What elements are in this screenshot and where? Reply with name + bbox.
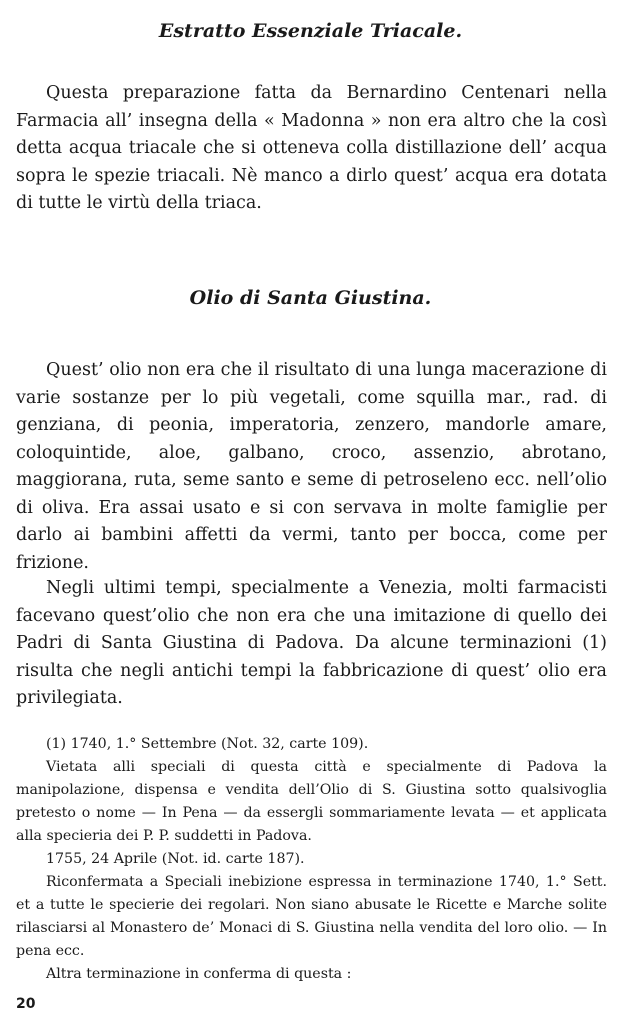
- paragraph-estratto: Questa preparazione fatta da Bernardino Centenari nella Farmacia all’ insegna della « Madonna » non era altro che la così detta acqua triacale che si otteneva colla distillazione dell’ acqua sopra le spezie triacali. Nè manco a dirlo quest’ acqua era dotata di tutte le virtù della triaca.: [16, 83, 607, 213]
- page-number: 20: [16, 996, 36, 1012]
- section-title-estratto: Estratto Essenziale Triacale.: [158, 20, 463, 42]
- footnotes: [16, 733, 607, 986]
- paragraph-olio-1: Quest’ olio non era che il risultato di una lunga macerazione di varie sostanze per lo più vegetali, come squilla mar., rad. di genziana, di peonia, imperatoria, zenzero, mandorle amare, coloquintide, aloe, galbano, croco, assenzio, abrotano, maggiorana, ruta, seme santo e seme di petroseleno ecc. nell’olio di oliva. Era assai usato e si con servava in molte famiglie per darlo ai bambini affetti da vermi, tanto per bocca, come per frizione.: [16, 360, 607, 573]
- section-title-olio: Olio di Santa Giustina.: [189, 287, 432, 309]
- footnote-line: Altra terminazione in conferma di questa :: [46, 966, 352, 982]
- paragraph-olio-2: Negli ultimi tempi, specialmente a Venezia, molti farmacisti facevano quest’olio che non era che una imitazione di quello dei Padri di Santa Giustina di Padova. Da alcune terminazioni (1) risulta che negli antichi tempi la fabbricazione di quest’ olio era privilegiata.: [16, 578, 607, 708]
- footnote-line: Riconfermata a Speciali inebizione espressa in terminazione 1740, 1.° Sett. et a tutte le specierie dei regolari. Non siano abusate le Ricette e Marche solite rilasciarsi al Monastero de’ Monaci di S. Giustina nella vendita del loro olio. — In pena ecc.: [16, 874, 607, 959]
- footnote-line: 1755, 24 Aprile (Not. id. carte 187).: [46, 851, 305, 867]
- footnote-line: Vietata alli speciali di questa città e specialmente di Padova la manipolazione, dispensa e vendita dell’Olio di S. Giustina sotto qualsivoglia pretesto o nome — In Pena — da essergli sommariamente levata — et applicata alla specieria dei P. P. suddetti in Padova.: [16, 759, 607, 844]
- footnote-line: (1) 1740, 1.° Settembre (Not. 32, carte 109).: [46, 736, 369, 752]
